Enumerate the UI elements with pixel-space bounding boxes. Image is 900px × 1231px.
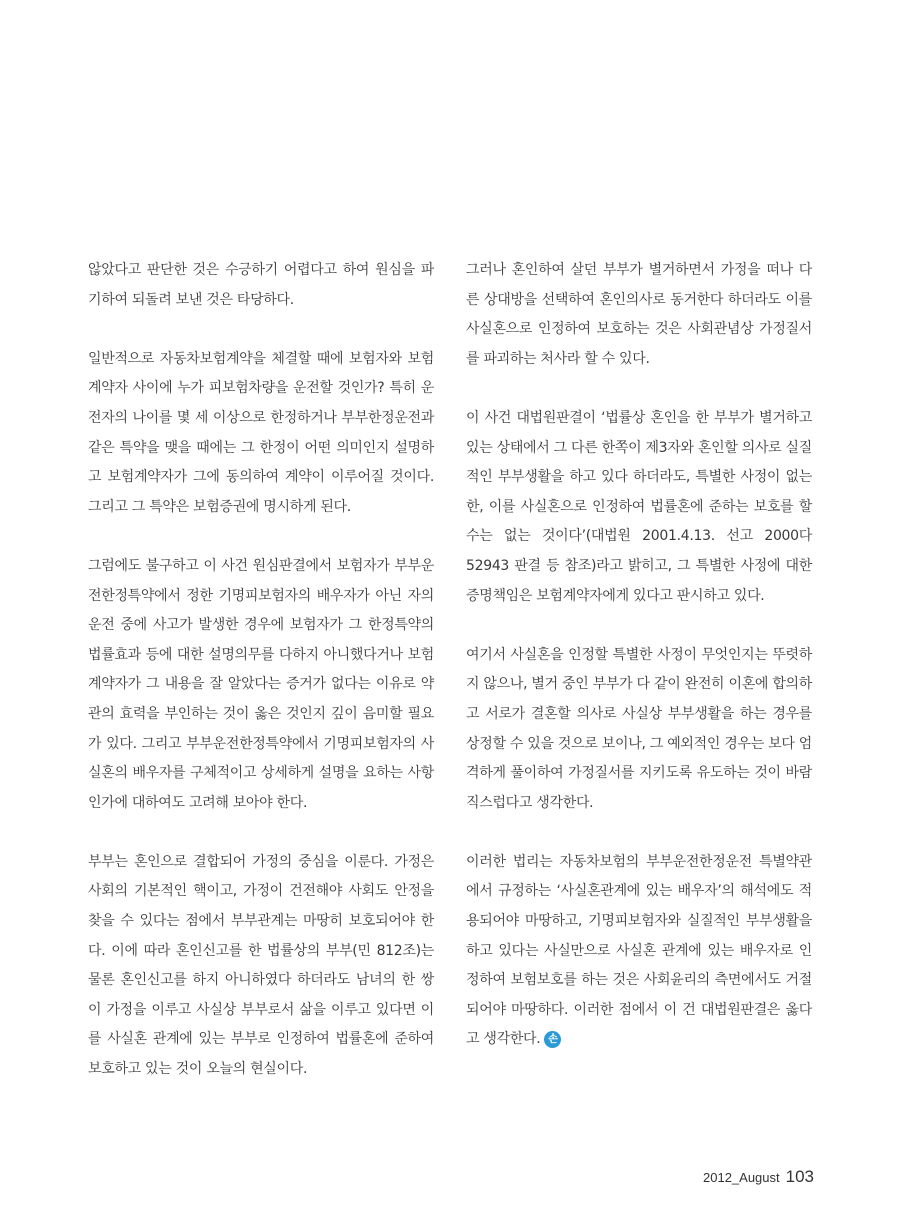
left-column (88, 256, 434, 1085)
right-column (466, 256, 812, 1062)
body-paragraph-final (466, 848, 812, 1062)
end-of-article-icon: 손해 (544, 1031, 561, 1048)
body-paragraph: 여기서 사실혼을 인정할 특별한 사정이 무엇인지는 뚜렷하지 않으나, 별거 중인 부부가 다 같이 완전히 이혼에 합의하고 서로가 결혼할 의사로 사실상 부부생활을 하는 경우를 상정할 수 있을 것으로 보이나, 그 예외적인 경우는 보다 엄격하게 풀이하여 가정질서를 지키도록 유도하는 것이 바람직스럽다고 생각한다. (466, 646, 812, 811)
body-paragraph: 그럼에도 불구하고 이 사건 원심판결에서 보험자가 부부운전한정특약에서 정한 기명피보험자의 배우자가 아닌 자의 운전 중에 사고가 발생한 경우에 보험자가 그 한정특약의 법률효과 등에 대한 설명의무를 다하지 아니했다거나 보험계약자가 그 내용을 잘 알았다는 증거가 없다는 이유로 약관의 효력을 부인하는 것이 옳은 것인지 깊이 음미할 필요가 있다. 그리고 부부운전한정특약에서 기명피보험자의 사실혼의 배우자를 구체적이고 상세하게 설명을 요하는 사항인가에 대하여도 고려해 보아야 한다. (88, 557, 434, 811)
body-paragraph: 이 사건 대법원판결이 ‘법률상 혼인을 한 부부가 별거하고 있는 상태에서 그 다른 한쪽이 제3자와 혼인할 의사로 실질적인 부부생활을 하고 있다 하더라도, 특별한 사정이 없는 한, 이를 사실혼으로 인정하여 법률혼에 준하는 보호를 할 수는 없는 것이다’(대법원 2001.4.13. 선고 2000다52943 판결 등 참조)라고 밝히고, 그 특별한 사정에 대한 증명책임은 보험계약자에게 있다고 판시하고 있다. (466, 409, 812, 604)
page-number: 103 (785, 1167, 814, 1186)
body-paragraph: 그러나 혼인하여 살던 부부가 별거하면서 가정을 떠나 다른 상대방을 선택하여 혼인의사로 동거한다 하더라도 이를 사실혼으로 인정하여 보호하는 것은 사회관념상 가정질서를 파괴하는 처사라 할 수 있다. (466, 262, 812, 367)
final-paragraph-text: 이러한 법리는 자동차보험의 부부운전한정운전 특별약관에서 규정하는 ‘사실혼관계에 있는 배우자’의 해석에도 적용되어야 마땅하고, 기명피보험자와 실질적인 부부생활을 하고 있다는 사실만으로 사실혼 관계에 있는 배우자로 인정하여 보험보호를 하는 것은 사회윤리의 측면에서도 거절되어야 마땅하다. 이러한 점에서 이 건 대법원판결은 옳다고 생각한다. (466, 853, 812, 1048)
body-paragraph: 않았다고 판단한 것은 수긍하기 어렵다고 하여 원심을 파기하여 되돌려 보낸 것은 타당하다. (88, 262, 434, 308)
page-footer (703, 1167, 814, 1187)
body-paragraph: 일반적으로 자동차보험계약을 체결할 때에 보험자와 보험계약자 사이에 누가 피보험차량을 운전할 것인가? 특히 운전자의 나이를 몇 세 이상으로 한정하거나 부부한정운전과 같은 특약을 맺을 때에는 그 한정이 어떤 의미인지 설명하고 보험계약자가 그에 동의하여 계약이 이루어질 것이다. 그리고 그 특약은 보험증권에 명시하게 된다. (88, 350, 434, 515)
issue-label: 2012_August (703, 1170, 780, 1185)
body-paragraph: 부부는 혼인으로 결합되어 가정의 중심을 이룬다. 가정은 사회의 기본적인 핵이고, 가정이 건전해야 사회도 안정을 찾을 수 있다는 점에서 부부관계는 마땅히 보호되어야 한다. 이에 따라 혼인신고를 한 법률상의 부부(민 812조)는 물론 혼인신고를 하지 아니하였다 하더라도 남녀의 한 쌍이 가정을 이루고 사실상 부부로서 삶을 이루고 있다면 이를 사실혼 관계에 있는 부부로 인정하여 법률혼에 준하여 보호하고 있는 것이 오늘의 현실이다. (88, 853, 434, 1078)
